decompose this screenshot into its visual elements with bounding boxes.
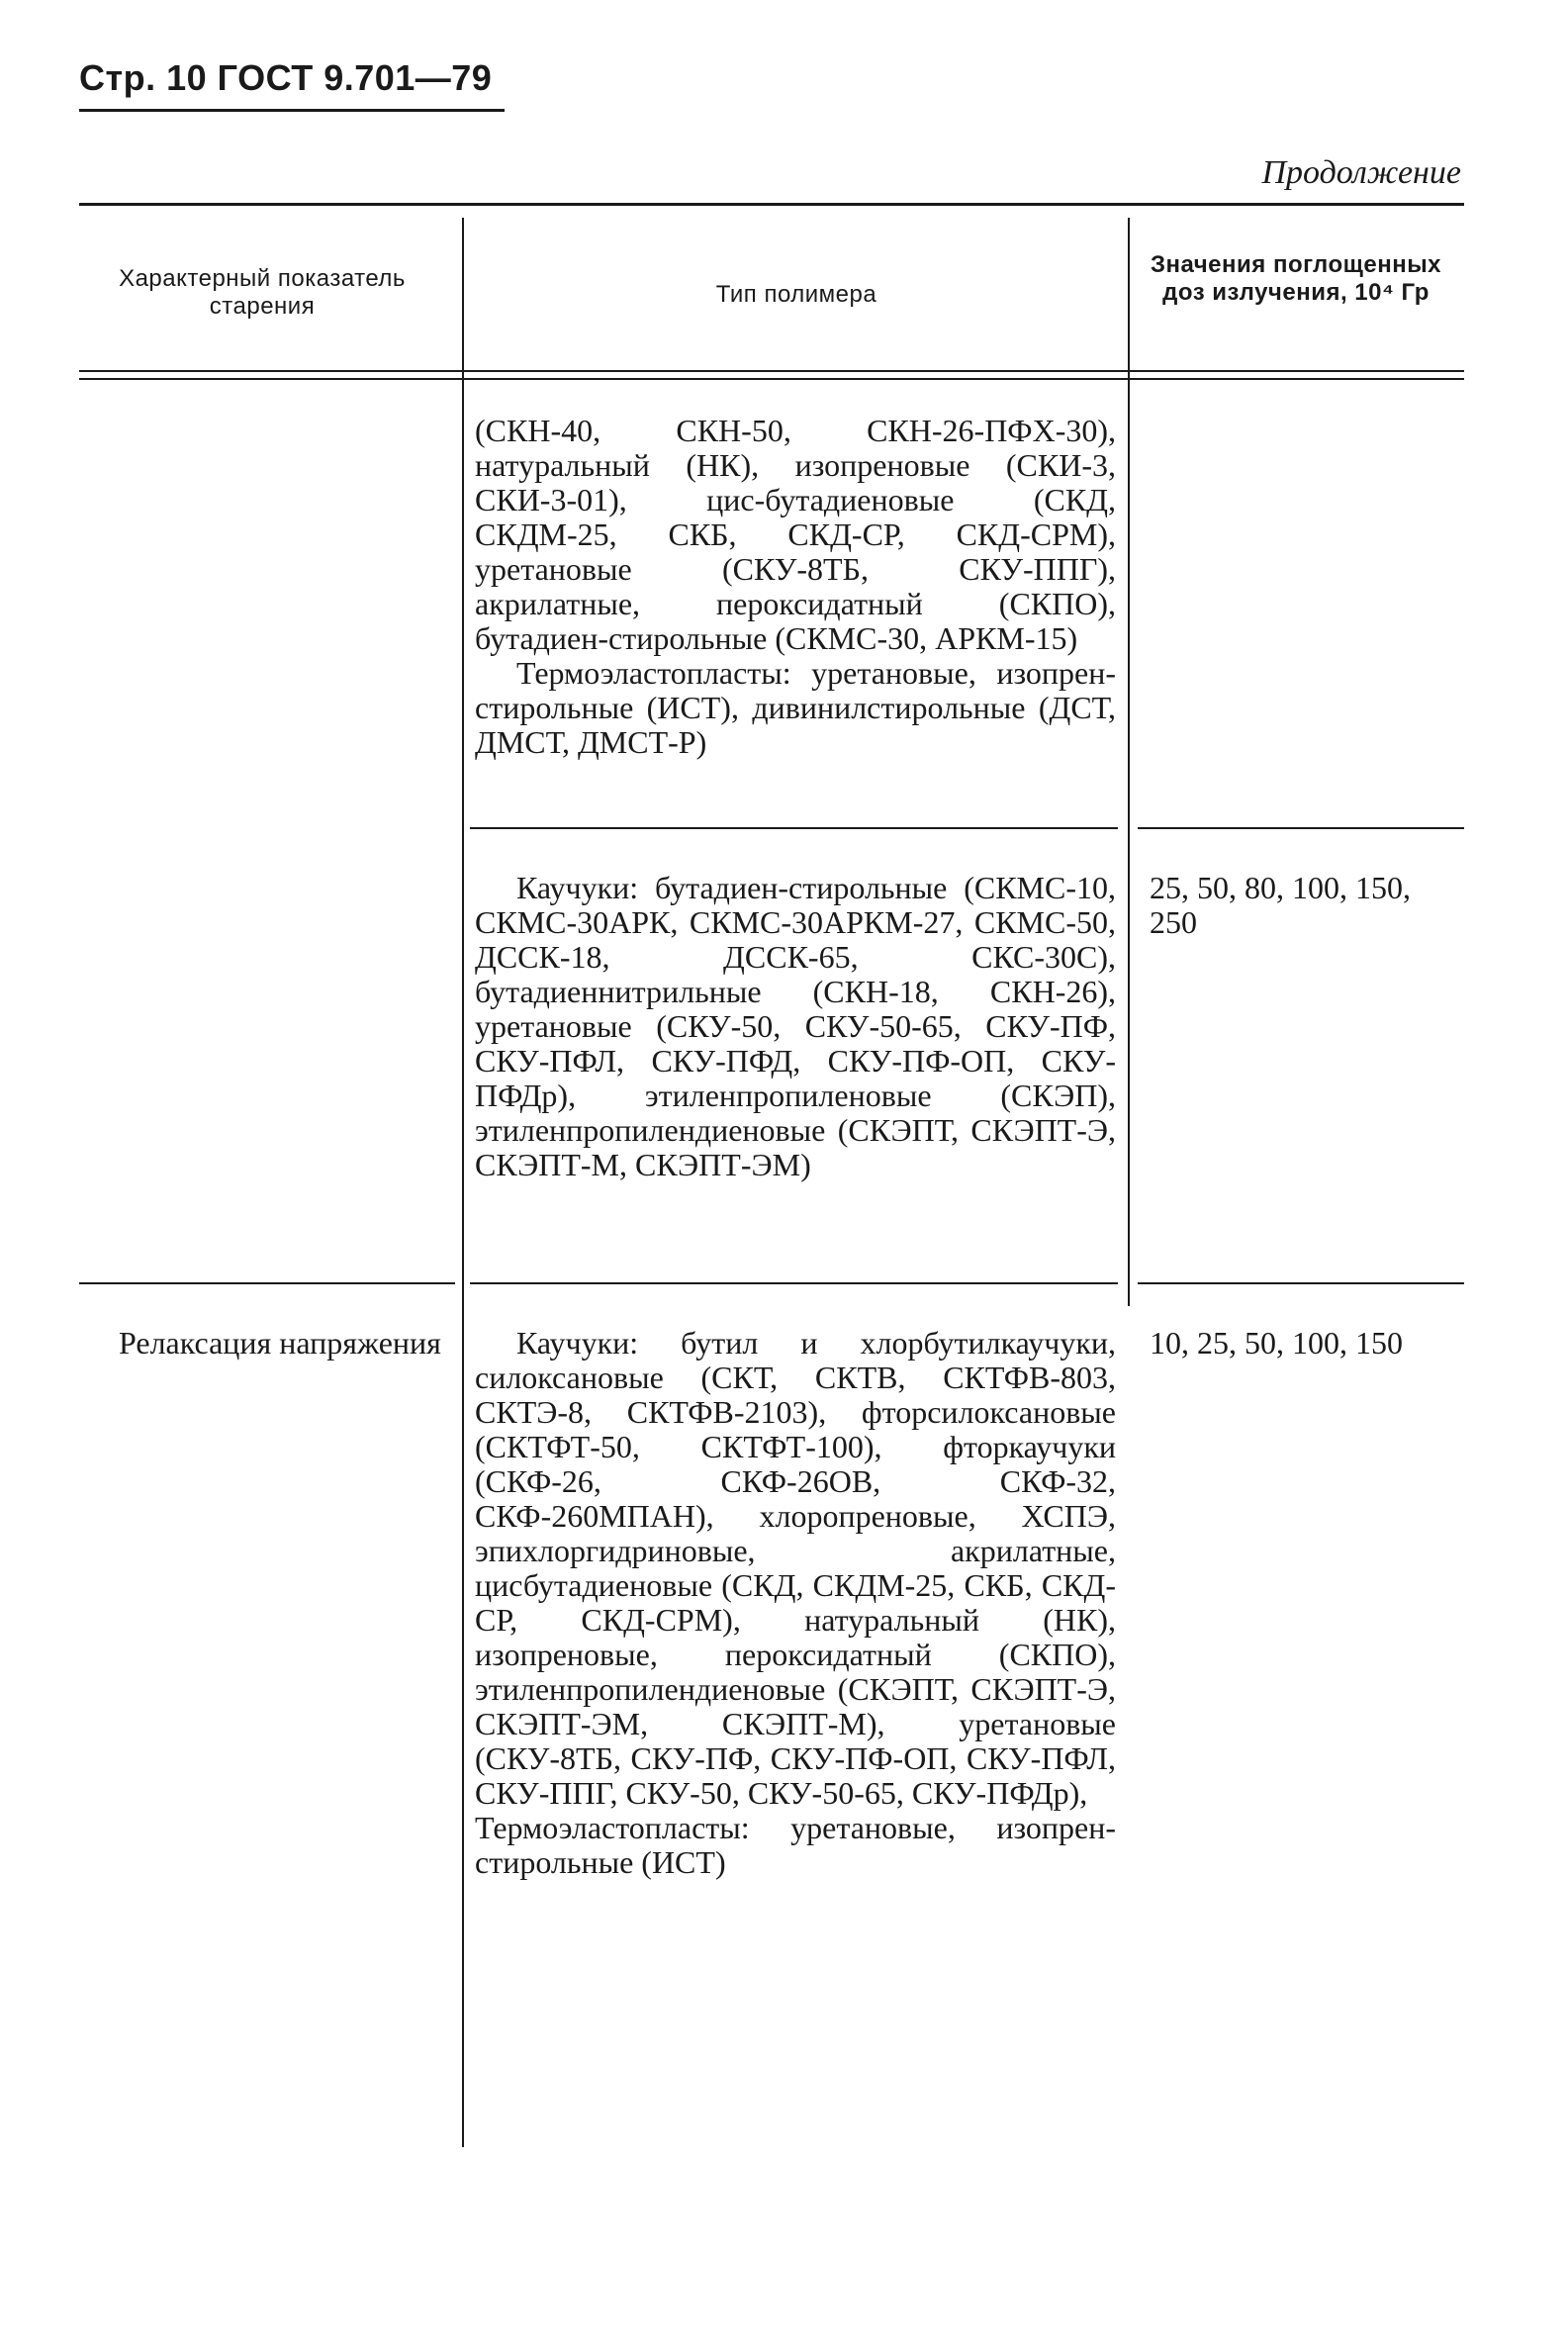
- table-row-3-dose: 10, 25, 50, 100, 150: [1150, 1325, 1403, 1361]
- polymer-paragraph: Каучуки: бутил и хлорбутилкаучуки, силоксановые (СКТ, СКТВ, СКТФВ-803, СКТЭ-8, СКТФВ-2103), фторсилоксановые (СКТФТ-50, СКТФТ-100), фторкаучуки (СКФ-26, СКФ-26ОВ, СКФ-32, СКФ-260МПАН), хлоропреновые, ХСПЭ, эпихлоргидриновые, акрилатные, цисбутадиеновые (СКД, СКДМ-25, СКБ, СКД-СР, СКД-СРМ), натуральный (НК), изопреновые, пероксидатный (СКПО), этиленпропилендиеновые (СКЭПТ, СКЭПТ-Э, СКЭПТ-ЭМ, СКЭПТ-М), уретановые (СКУ-8ТБ, СКУ-ПФ, СКУ-ПФ-ОП, СКУ-ПФЛ, СКУ-ППГ, СКУ-50, СКУ-50-65, СКУ-ПФДр),: [475, 1325, 1116, 1811]
- table-row-1-polymer-type: [475, 414, 1116, 760]
- polymer-paragraph: Каучуки: бутадиен-стирольные (СКМС-10, СКМС-30АРК, СКМС-30АРКМ-27, СКМС-50, ДССК-18, ДССК-65, СКС-30С), бутадиеннитрильные (СКН-18, СКН-26), уретановые (СКУ-50, СКУ-50-65, СКУ-ПФ, СКУ-ПФЛ, СКУ-ПФД, СКУ-ПФ-ОП, СКУ-ПФДр), этиленпропиленовые (СКЭП), этиленпропилендиеновые (СКЭПТ, СКЭПТ-Э, СКЭПТ-М, СКЭПТ-ЭМ): [475, 870, 1116, 1182]
- row-separator-1-type: [470, 827, 1118, 829]
- col-divider-1: [462, 218, 464, 2147]
- table-row-2-polymer-type: [475, 871, 1116, 1182]
- table-row-3-polymer-type: [475, 1326, 1116, 1880]
- table-row-2-dose: 25, 50, 80, 100, 150, 250: [1150, 870, 1411, 940]
- row-separator-2-indicator: [79, 1282, 455, 1284]
- row-separator-2-dose: [1138, 1282, 1464, 1284]
- polymer-paragraph: Термоэластопласты: уретановые, изопрен-стирольные (ИСТ), дивинилстирольные (ДСТ, ДМСТ, ДМСТ-Р): [475, 655, 1116, 760]
- col-divider-2: [1128, 218, 1130, 1306]
- page-header: Стр. 10 ГОСТ 9.701—79: [79, 57, 493, 98]
- row-separator-2-type: [470, 1282, 1118, 1284]
- header-bottom-rule: [79, 370, 1464, 372]
- table-row-3-indicator: [83, 1326, 449, 1361]
- column-header-indicator: Характерный показатель старения: [119, 265, 406, 320]
- row-separator-1-dose: [1138, 827, 1464, 829]
- continuation-label: Продолжение: [1261, 154, 1461, 191]
- column-header-dose: Значения поглощенных доз излучения, 10⁴ Гр: [1150, 251, 1442, 306]
- polymer-paragraph: Термоэластопласты: уретановые, изопрен-стирольные (ИСТ): [475, 1810, 1116, 1880]
- indicator-text: Релаксация напряжения: [119, 1325, 441, 1361]
- table-top-rule: [79, 203, 1464, 206]
- header-rule: [79, 109, 505, 112]
- column-header-polymer-type: Тип полимера: [715, 281, 877, 308]
- header-bottom-rule-2: [79, 378, 1464, 380]
- polymer-paragraph: (СКН-40, СКН-50, СКН-26-ПФХ-30), натуральный (НК), изопреновые (СКИ-3, СКИ-3-01), цис-бутадиеновые (СКД, СКДМ-25, СКБ, СКД-СР, СКД-СРМ), уретановые (СКУ-8ТБ, СКУ-ППГ), акрилатные, пероксидатный (СКПО), бутадиен-стирольные (СКМС-30, АРКМ-15): [475, 413, 1116, 656]
